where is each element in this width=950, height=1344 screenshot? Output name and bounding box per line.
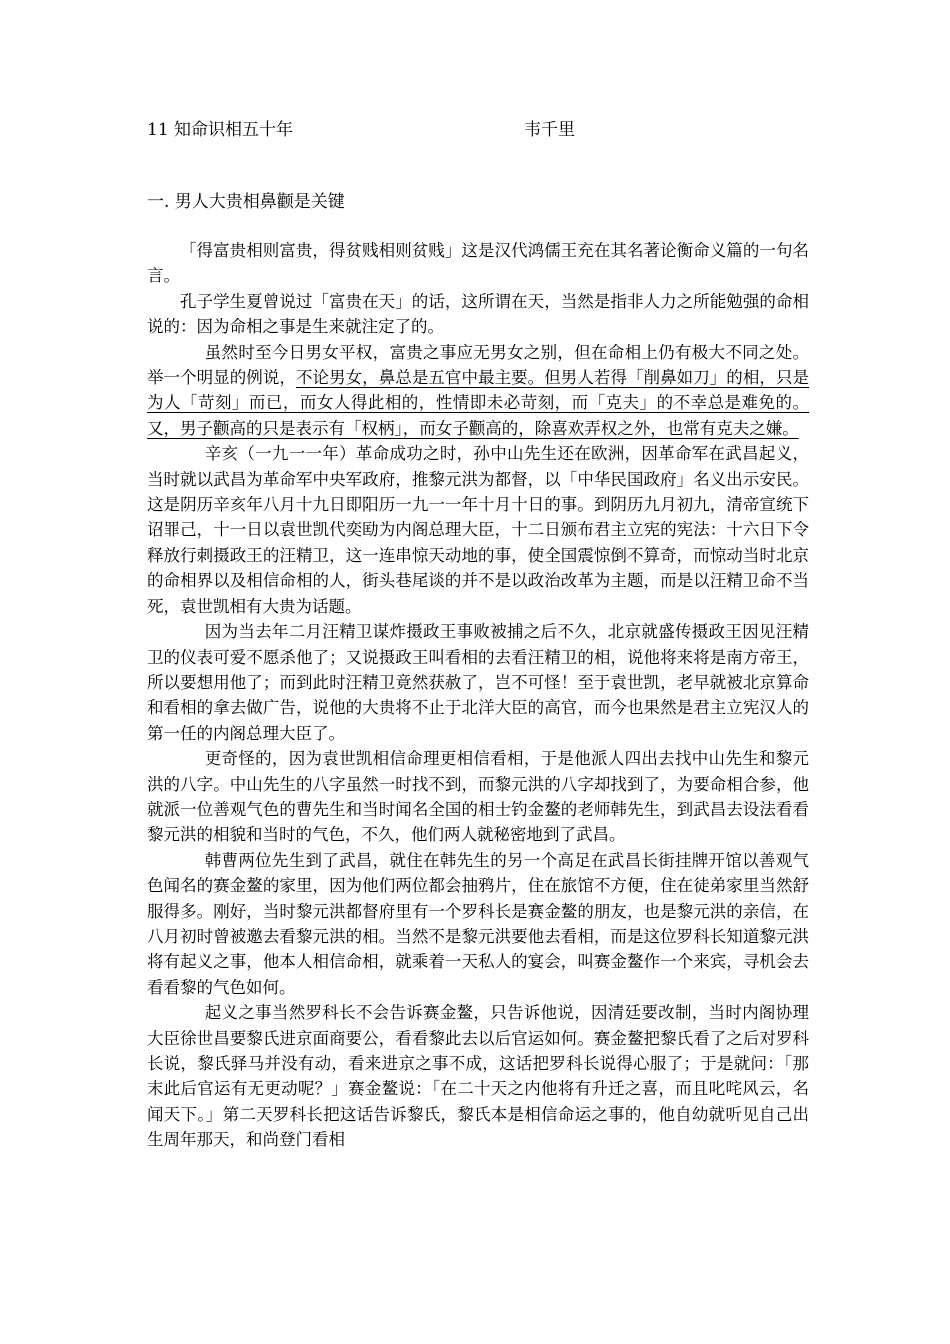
paragraph [147,340,809,442]
document-header [147,117,827,143]
section-heading: 一. 男人大贵相鼻颧是关键 [147,192,345,212]
author-name: 韦千里 [524,120,575,140]
paragraph: 更奇怪的，因为袁世凯相信命理更相信看相，于是他派人四出去找中山先生和黎元洪的八字。中山先生的八字虽然一时找不到，而黎元洪的八字却找到了，为要命相合参，他就派一位善观气色的曹先生和当时闻名全国的相士钓金鳌的老师韩先生，到武昌去设法看看黎元洪的相貌和当时的气色，不久，他们两人就秘密地到了武昌。 [147,749,809,845]
paragraph: 孔子学生夏曾说过「富贵在天」的话，这所谓在天，当然是指非人力之所能勉强的命相说的：因为命相之事是生来就注定了的。 [147,291,809,337]
paragraph: 起义之事当然罗科长不会告诉赛金鳌，只告诉他说，因清廷要改制，当时内阁协理大臣徐世昌要黎氏进京面商要公，看看黎此去以后官运如何。赛金鳌把黎氏看了之后对罗科长说，黎氏驿马并没有动，看来进京之事不成，这话把罗科长说得心服了；于是就问：「那末此后官运有无更动呢？」赛金鳌说：「在二十天之内他将有升迁之喜，而且叱咤风云，名闻天下。」第二天罗科长把这话告诉黎氏，黎氏本是相信命运之事的，他自幼就听见自己出生周年那天，和尚登门看相 [147,1003,809,1150]
chapter-title: 11 知命识相五十年 [147,120,294,140]
paragraph: 韩曹两位先生到了武昌，就住在韩先生的另一个高足在武昌长街挂牌开馆以善观气色闻名的赛金鳌的家里，因为他们两位都会抽鸦片，住在旅馆不方便，住在徒弟家里当然舒服得多。刚好，当时黎元洪都督府里有一个罗科长是赛金鳌的朋友，也是黎元洪的亲信，在八月初时曾被邀去看黎元洪的相。当然不是黎元洪要他去看相，而是这位罗科长知道黎元洪将有起义之事，他本人相信命相，就乘着一天私人的宴会，叫赛金鳌作一个来宾，寻机会去看看黎的气色如何。 [147,850,809,997]
paragraph: 「得富贵相则富贵，得贫贱相则贫贱」这是汉代鸿儒王充在其名著论衡命义篇的一句名言。 [147,241,809,286]
underlined-passage: 不论男女，鼻总是五官中最主要。但男人若得「削鼻如刀」的相，只是为人「苛刻」而已，而女人得此相的，性情即未必苛刻，而「克夫」的不幸总是难免的。又，男子颧高的只是表示有「权柄」，而女子颧高的，除喜欢弄权之外，也常有克夫之嫌。 [147,368,810,438]
body-text [147,238,809,1153]
paragraph: 辛亥（一九一一年）革命成功之时，孙中山先生还在欧洲，因革命军在武昌起义，当时就以武昌为革命军中央军政府，推黎元洪为都督，以「中华民国政府」名义出示安民。这是阴历辛亥年八月十九日即阳历一九一一年十月十日的事。到阴历九月初九，清帝宣统下诏罪己，十一日以袁世凯代奕劻为内阁总理大臣，十二日颁布君主立宪的宪法：十六日下令释放行刺摄政王的汪精卫，这一连串惊天动地的事，使全国震惊倒不算奇，而惊动当时北京的命相界以及相信命相的人，街头巷尾谈的并不是以政治改革为主题，而是以汪精卫命不当死，袁世凯相有大贵为话题。 [147,444,809,616]
paragraph-text: 虽然时至今日男女平权，富贵之事应无男女之别，但在命相上仍有极大不同之处。举一个明显的例说， [147,342,809,388]
paragraph: 因为当去年二月汪精卫谋炸摄政王事败被捕之后不久，北京就盛传摄政王因见汪精卫的仪表可爱不愿杀他了；又说摄政王叫看相的去看汪精卫的相，说他将来将是南方帝王，所以要想用他了；而到此时汪精卫竟然获赦了，岂不可怪！至于袁世凯，老早就被北京算命和看相的拿去做广告，说他的大贵将不止于北洋大臣的高官，而今也果然是君主立宪汉人的第一任的内阁总理大臣了。 [147,622,809,743]
